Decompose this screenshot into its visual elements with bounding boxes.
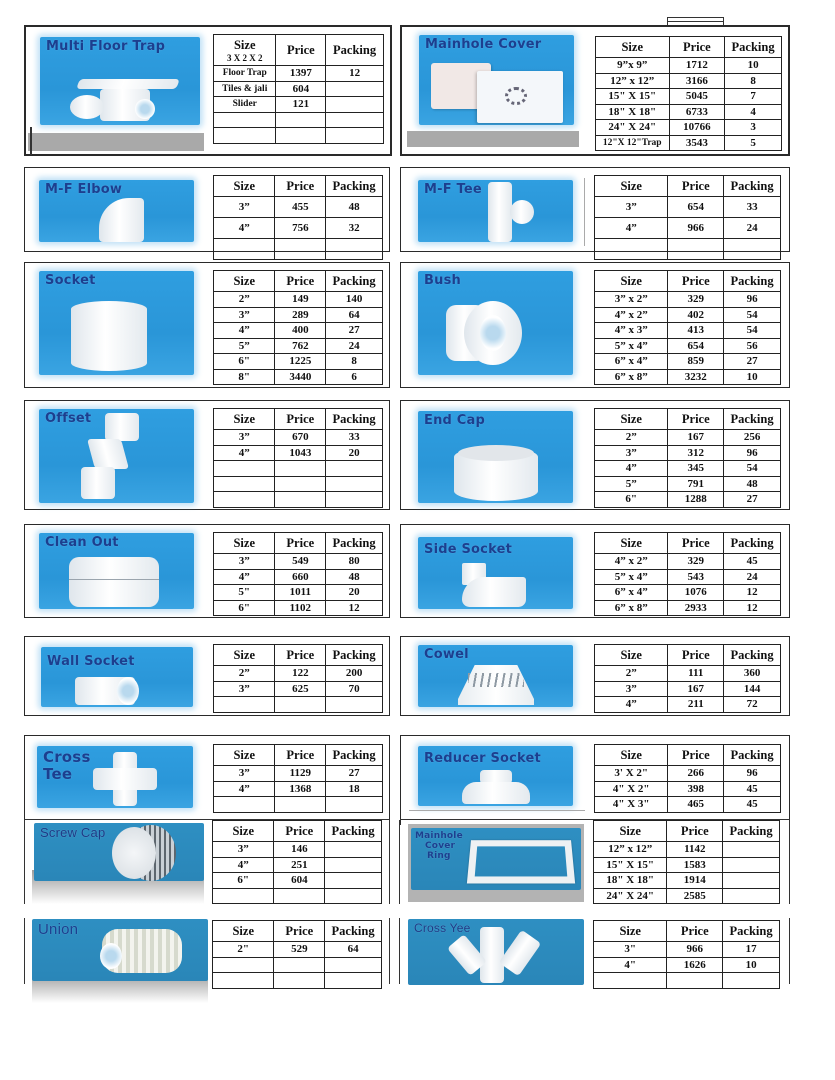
- tee-main-icon: [488, 182, 512, 242]
- table-row: [214, 476, 383, 492]
- col-price: Price: [668, 176, 724, 197]
- col-size: Size: [214, 645, 275, 666]
- product-image-bush: [418, 271, 573, 375]
- col-size: Size: [595, 745, 668, 766]
- price-table-socket: [213, 270, 383, 385]
- col-price: Price: [668, 533, 724, 554]
- col-packing: Packing: [325, 821, 382, 842]
- grey-strip: [407, 131, 579, 147]
- panel-multi-floor-trap: [24, 25, 392, 156]
- table-row: Slider 121: [214, 97, 384, 113]
- col-packing: Packing: [326, 745, 383, 766]
- cover-ring-frame-icon: [467, 840, 575, 883]
- col-packing: Packing: [326, 533, 383, 554]
- col-price: Price: [275, 176, 326, 197]
- table-row: 3" 966 17: [594, 942, 780, 958]
- col-packing: Packing: [724, 533, 781, 554]
- price-table-mainhole-cover-ring: [593, 820, 780, 904]
- table-row: 2" 529 64: [213, 942, 382, 958]
- table-row: 6” x 8” 2933 12: [595, 600, 781, 616]
- col-size: Size 3 X 2 X 2: [214, 35, 276, 66]
- panel-clean-out: [24, 524, 390, 618]
- product-title: Multi Floor Trap: [46, 39, 166, 54]
- table-row: 3” 625 70: [214, 681, 383, 697]
- product-title: Side Socket: [424, 542, 512, 557]
- table-row: 5” x 4” 654 56: [595, 338, 781, 354]
- col-packing: Packing: [724, 409, 781, 430]
- product-image-socket: [39, 271, 194, 375]
- table-row: 3” 549 80: [214, 554, 383, 570]
- col-price: Price: [667, 821, 723, 842]
- table-row: 8" 3440 6: [214, 369, 383, 385]
- end-cap-top-icon: [458, 445, 534, 461]
- price-table-end-cap: [594, 408, 781, 508]
- panel-cowel: [400, 636, 790, 716]
- offset-mid-icon: [87, 439, 129, 469]
- table-row: [213, 973, 382, 989]
- col-packing: Packing: [724, 745, 781, 766]
- col-packing: Packing: [326, 645, 383, 666]
- cowel-vents-icon: [468, 673, 524, 687]
- product-title: M-F Elbow: [45, 182, 123, 197]
- product-image-mainhole-cover: [419, 35, 574, 125]
- table-row: 18" X 18" 6733 4: [596, 104, 782, 120]
- panel-mf-elbow: [24, 167, 390, 252]
- col-size: Size: [213, 821, 274, 842]
- product-image-mf-tee: [418, 180, 573, 242]
- table-row: 4” 1043 20: [214, 445, 383, 461]
- panel-socket: [24, 262, 390, 388]
- product-title: Cross Yee: [414, 921, 471, 935]
- product-image-offset: [39, 409, 194, 503]
- col-packing: Packing: [725, 37, 782, 58]
- product-title: Bush: [424, 273, 461, 288]
- clean-out-icon: [69, 557, 159, 607]
- price-table-clean-out: [213, 532, 383, 616]
- col-packing: Packing: [724, 271, 781, 292]
- product-title: Clean Out: [45, 535, 119, 550]
- product-image-side-socket: [418, 537, 573, 609]
- product-title: Offset: [45, 411, 92, 426]
- product-title-line2: Cover: [425, 841, 456, 851]
- table-row: [214, 128, 384, 144]
- table-row: 15" X 15" 1583: [594, 857, 780, 873]
- reducer-large-icon: [462, 782, 530, 804]
- table-row: 12” x 12” 1142: [594, 842, 780, 858]
- product-title-line3: Ring: [427, 851, 451, 861]
- price-table-screw-cap: [212, 820, 382, 904]
- price-table-mf-elbow: [213, 175, 383, 260]
- offset-top-icon: [105, 413, 139, 441]
- table-row: 12” x 12” 3166 8: [596, 73, 782, 89]
- product-image-union: [32, 919, 208, 981]
- panel-end-cap: [400, 400, 790, 510]
- divider: [409, 810, 585, 811]
- price-table-reducer-socket: [594, 744, 781, 813]
- table-row: 3” 167 144: [595, 681, 781, 697]
- table-row: 4” 966 24: [595, 218, 781, 239]
- table-row: 4” 400 27: [214, 323, 383, 339]
- col-size: Size: [595, 176, 668, 197]
- screw-cap-face-icon: [112, 827, 156, 879]
- col-packing: Packing: [724, 176, 781, 197]
- col-packing: Packing: [723, 821, 780, 842]
- col-price: Price: [275, 745, 326, 766]
- product-title-line2: Tee: [43, 765, 73, 783]
- col-packing: Packing: [326, 271, 383, 292]
- side-socket-body-icon: [462, 577, 526, 607]
- price-table-cowel: [594, 644, 781, 713]
- divider: [667, 21, 724, 22]
- drain-holes-icon: [505, 87, 527, 105]
- tee-branch-icon: [510, 200, 534, 224]
- panel-cross-tee: [24, 735, 390, 825]
- table-row: 4” 660 48: [214, 569, 383, 585]
- col-size: Size: [595, 409, 668, 430]
- table-row: 4” 756 32: [214, 218, 383, 239]
- col-packing: Packing: [723, 921, 780, 942]
- table-row: 3' X 2" 266 96: [595, 766, 781, 782]
- table-row: 3” 670 33: [214, 430, 383, 446]
- table-row: 3” 654 33: [595, 197, 781, 218]
- table-row: 6" 1225 8: [214, 354, 383, 370]
- divider: [389, 820, 390, 904]
- product-image-clean-out: [39, 533, 194, 609]
- table-row: [214, 112, 384, 128]
- product-image-cross-tee: [37, 746, 193, 808]
- table-row: 3” 146: [213, 842, 382, 858]
- product-image-reducer-socket: [418, 746, 573, 806]
- col-price: Price: [274, 821, 325, 842]
- col-price: Price: [275, 271, 326, 292]
- table-row: 5” x 4” 543 24: [595, 569, 781, 585]
- col-price: Price: [668, 745, 724, 766]
- table-row: [214, 492, 383, 508]
- table-row: 2” 167 256: [595, 430, 781, 446]
- offset-bottom-icon: [81, 467, 115, 499]
- table-row: Floor Trap 1397 12: [214, 66, 384, 82]
- product-title: End Cap: [424, 413, 485, 428]
- col-size: Size: [214, 176, 275, 197]
- table-row: 5” 762 24: [214, 338, 383, 354]
- col-size: Size: [214, 533, 275, 554]
- product-title: Mainhole Cover: [425, 37, 542, 52]
- table-row: 6" 1288 27: [595, 492, 781, 508]
- col-price: Price: [275, 645, 326, 666]
- product-image-end-cap: [418, 411, 573, 503]
- col-size: Size: [214, 271, 275, 292]
- elbow-icon: [99, 198, 144, 242]
- col-size: Size: [594, 921, 667, 942]
- table-row: [214, 797, 383, 813]
- union-opening-icon: [100, 943, 122, 969]
- table-row: 6" 604: [213, 873, 382, 889]
- product-title: Cowel: [424, 647, 469, 662]
- price-table-offset: [213, 408, 383, 508]
- product-title: Reducer Socket: [424, 751, 541, 766]
- product-title: Union: [38, 921, 79, 938]
- panel-reducer-socket: [400, 735, 790, 825]
- wall-socket-opening-icon: [117, 677, 139, 705]
- col-size: Size: [595, 271, 668, 292]
- panel-cross-yee: [400, 915, 790, 995]
- col-size: Size: [594, 821, 667, 842]
- col-price: Price: [274, 921, 325, 942]
- cross-tee-horizontal-icon: [93, 768, 157, 790]
- table-row: 4” x 3” 413 54: [595, 323, 781, 339]
- table-row: 9”x 9” 1712 10: [596, 58, 782, 74]
- price-table-bush: [594, 270, 781, 385]
- table-row: 4” 251: [213, 857, 382, 873]
- col-size: Size: [213, 921, 274, 942]
- table-row: 4” 1368 18: [214, 781, 383, 797]
- product-image-mf-elbow: [39, 180, 194, 242]
- col-price: Price: [669, 37, 725, 58]
- col-size: Size: [214, 409, 275, 430]
- table-row: 24" X 24" 10766 3: [596, 120, 782, 136]
- divider: [24, 820, 25, 904]
- col-size: Size: [595, 645, 668, 666]
- divider: [667, 17, 724, 18]
- table-row: [214, 461, 383, 477]
- floor-trap-outlet-icon: [135, 99, 155, 119]
- table-row: 2” 111 360: [595, 666, 781, 682]
- table-row: 6” x 4” 859 27: [595, 354, 781, 370]
- price-table-side-socket: [594, 532, 781, 616]
- col-price: Price: [275, 533, 326, 554]
- floor-trap-plate-icon: [76, 79, 180, 89]
- table-row: Tiles & jali 604: [214, 81, 384, 97]
- col-price: Price: [668, 645, 724, 666]
- table-row: 3” 289 64: [214, 307, 383, 323]
- product-title: Wall Socket: [47, 654, 135, 669]
- table-row: 4” x 2” 329 45: [595, 554, 781, 570]
- grey-strip: [28, 133, 204, 151]
- table-row: 3” 312 96: [595, 445, 781, 461]
- table-row: [213, 888, 382, 904]
- table-row: 24" X 24" 2585: [594, 888, 780, 904]
- table-row: 4" X 2" 398 45: [595, 781, 781, 797]
- clean-out-ring-icon: [69, 579, 159, 580]
- price-table-wall-socket: [213, 644, 383, 713]
- panel-bush: [400, 262, 790, 388]
- product-title-line1: Mainhole: [415, 831, 463, 841]
- table-row: 4” 211 72: [595, 697, 781, 713]
- table-row: [594, 973, 780, 989]
- table-row: 6” x 4” 1076 12: [595, 585, 781, 601]
- product-title: Socket: [45, 273, 96, 288]
- panel-offset: [24, 400, 390, 510]
- product-image-wall-socket: [41, 647, 193, 707]
- table-row: 5" 1011 20: [214, 585, 383, 601]
- table-row: 2” 149 140: [214, 292, 383, 308]
- price-table-union: [212, 920, 382, 989]
- table-row: 15" X 15" 5045 7: [596, 89, 782, 105]
- table-row: 4” 345 54: [595, 461, 781, 477]
- table-row: 3” x 2” 329 96: [595, 292, 781, 308]
- col-packing: Packing: [325, 921, 382, 942]
- product-title: M-F Tee: [424, 182, 482, 197]
- panel-union: [24, 915, 390, 995]
- panel-mainhole-cover-ring: [400, 820, 790, 904]
- col-size: Size: [595, 533, 668, 554]
- col-price: Price: [275, 409, 326, 430]
- price-table-mainhole-cover: [595, 36, 782, 151]
- table-row: [595, 239, 781, 260]
- table-row: 6” x 8” 3232 10: [595, 369, 781, 385]
- table-row: 18" X 18" 1914: [594, 873, 780, 889]
- col-price: Price: [668, 271, 724, 292]
- col-packing: Packing: [326, 409, 383, 430]
- table-row: [213, 957, 382, 973]
- cross-yee-main-icon: [480, 927, 504, 983]
- product-image-cowel: [418, 645, 573, 707]
- table-row: 12"X 12"Trap 3543 5: [596, 135, 782, 151]
- table-row: 4" 1626 10: [594, 957, 780, 973]
- product-title-line1: Cross: [43, 748, 91, 766]
- cross-yee-right-branch-icon: [499, 930, 542, 977]
- price-table-mf-tee: [594, 175, 781, 260]
- col-size: Size: [214, 745, 275, 766]
- col-packing: Packing: [326, 35, 384, 66]
- table-row: 4" X 3" 465 45: [595, 797, 781, 813]
- divider: [584, 178, 585, 246]
- col-packing: Packing: [326, 176, 383, 197]
- panel-mf-tee: [400, 167, 790, 252]
- product-title: Screw Cap: [40, 825, 106, 840]
- price-table-multi-floor-trap: [213, 34, 384, 144]
- table-row: 3” 455 48: [214, 197, 383, 218]
- col-size: Size: [596, 37, 670, 58]
- price-table-cross-tee: [213, 744, 383, 813]
- table-row: 5” 791 48: [595, 476, 781, 492]
- price-table-cross-yee: [593, 920, 780, 989]
- panel-side-socket: [400, 524, 790, 618]
- socket-icon: [71, 301, 147, 371]
- panel-wall-socket: [24, 636, 390, 716]
- table-row: [214, 697, 383, 713]
- panel-screw-cap: [24, 820, 390, 904]
- product-image-screw-cap: [34, 823, 204, 881]
- table-row: 4” x 2” 402 54: [595, 307, 781, 323]
- col-packing: Packing: [724, 645, 781, 666]
- col-price: Price: [668, 409, 724, 430]
- table-row: 2” 122 200: [214, 666, 383, 682]
- col-price: Price: [667, 921, 723, 942]
- floor-trap-inlet-icon: [70, 95, 104, 119]
- product-image-multi-floor-trap: [40, 37, 200, 125]
- left-marker: [30, 127, 32, 155]
- product-image-cross-yee: [408, 919, 584, 985]
- table-row: 3” 1129 27: [214, 766, 383, 782]
- col-price: Price: [276, 35, 326, 66]
- bush-hole-icon: [480, 315, 506, 351]
- table-row: 6" 1102 12: [214, 600, 383, 616]
- table-row: [214, 239, 383, 260]
- panel-mainhole-cover: [400, 25, 790, 156]
- product-image-mainhole-cover-ring: [411, 828, 581, 890]
